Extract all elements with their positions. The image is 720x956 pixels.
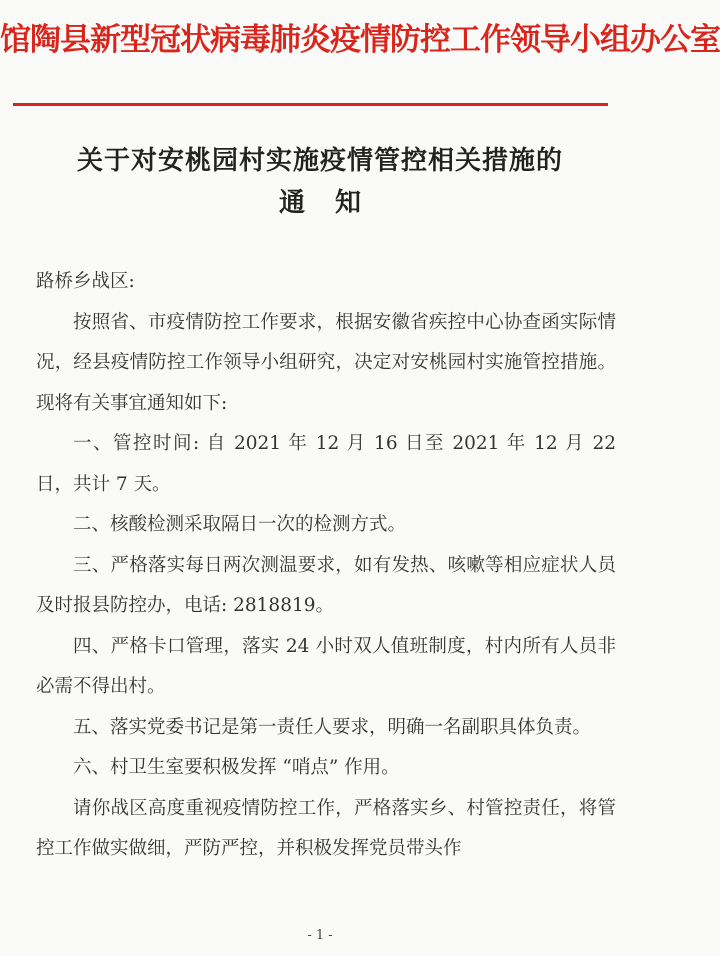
notice-title-line2: 通知 <box>278 188 391 218</box>
paragraph-item-3: 三、严格落实每日两次测温要求，如有发热、咳嗽等相应症状人员及时报县防控办，电话: 2818819。 <box>36 554 616 616</box>
paragraph-intro: 按照省、市疫情防控工作要求，根据安徽省疾控中心协查函实际情况，经县疫情防控工作领导小组研究，决定对安桃园村实施管控措施。现将有关事宜通知如下: <box>36 311 616 414</box>
paragraph-item-4: 四、严格卡口管理，落实 24 小时双人值班制度，村内所有人员非必需不得出村。 <box>36 635 616 697</box>
paragraph-closing: 请你战区高度重视疫情防控工作，严格落实乡、村管控责任，将管控工作做实做细，严防严控，并积极发挥党员带头作 <box>36 797 616 859</box>
red-separator-line <box>13 103 608 106</box>
paragraph-item-6: 六、村卫生室要积极发挥 “哨点” 作用。 <box>73 757 400 778</box>
paragraph-item-5: 五、落实党委书记是第一责任人要求，明确一名副职具体负责。 <box>73 716 592 738</box>
notice-title: 关于对安桃园村实施疫情管控相关措施的 <box>76 146 563 176</box>
paragraph-item-2: 二、核酸检测采取隔日一次的检测方式。 <box>73 514 407 535</box>
page-number: - 1 - <box>307 928 333 943</box>
paragraph-item-1: 一、管控时间: 自 2021 年 12 月 16 日至 2021 年 12 月 22 日，共计 7 天。 <box>36 433 616 495</box>
notice-body <box>36 262 616 870</box>
issuing-office-title: 馆陶县新型冠状病毒肺炎疫情防控工作领导小组办公室 <box>0 22 720 58</box>
salutation: 路桥乡战区: <box>36 271 135 292</box>
